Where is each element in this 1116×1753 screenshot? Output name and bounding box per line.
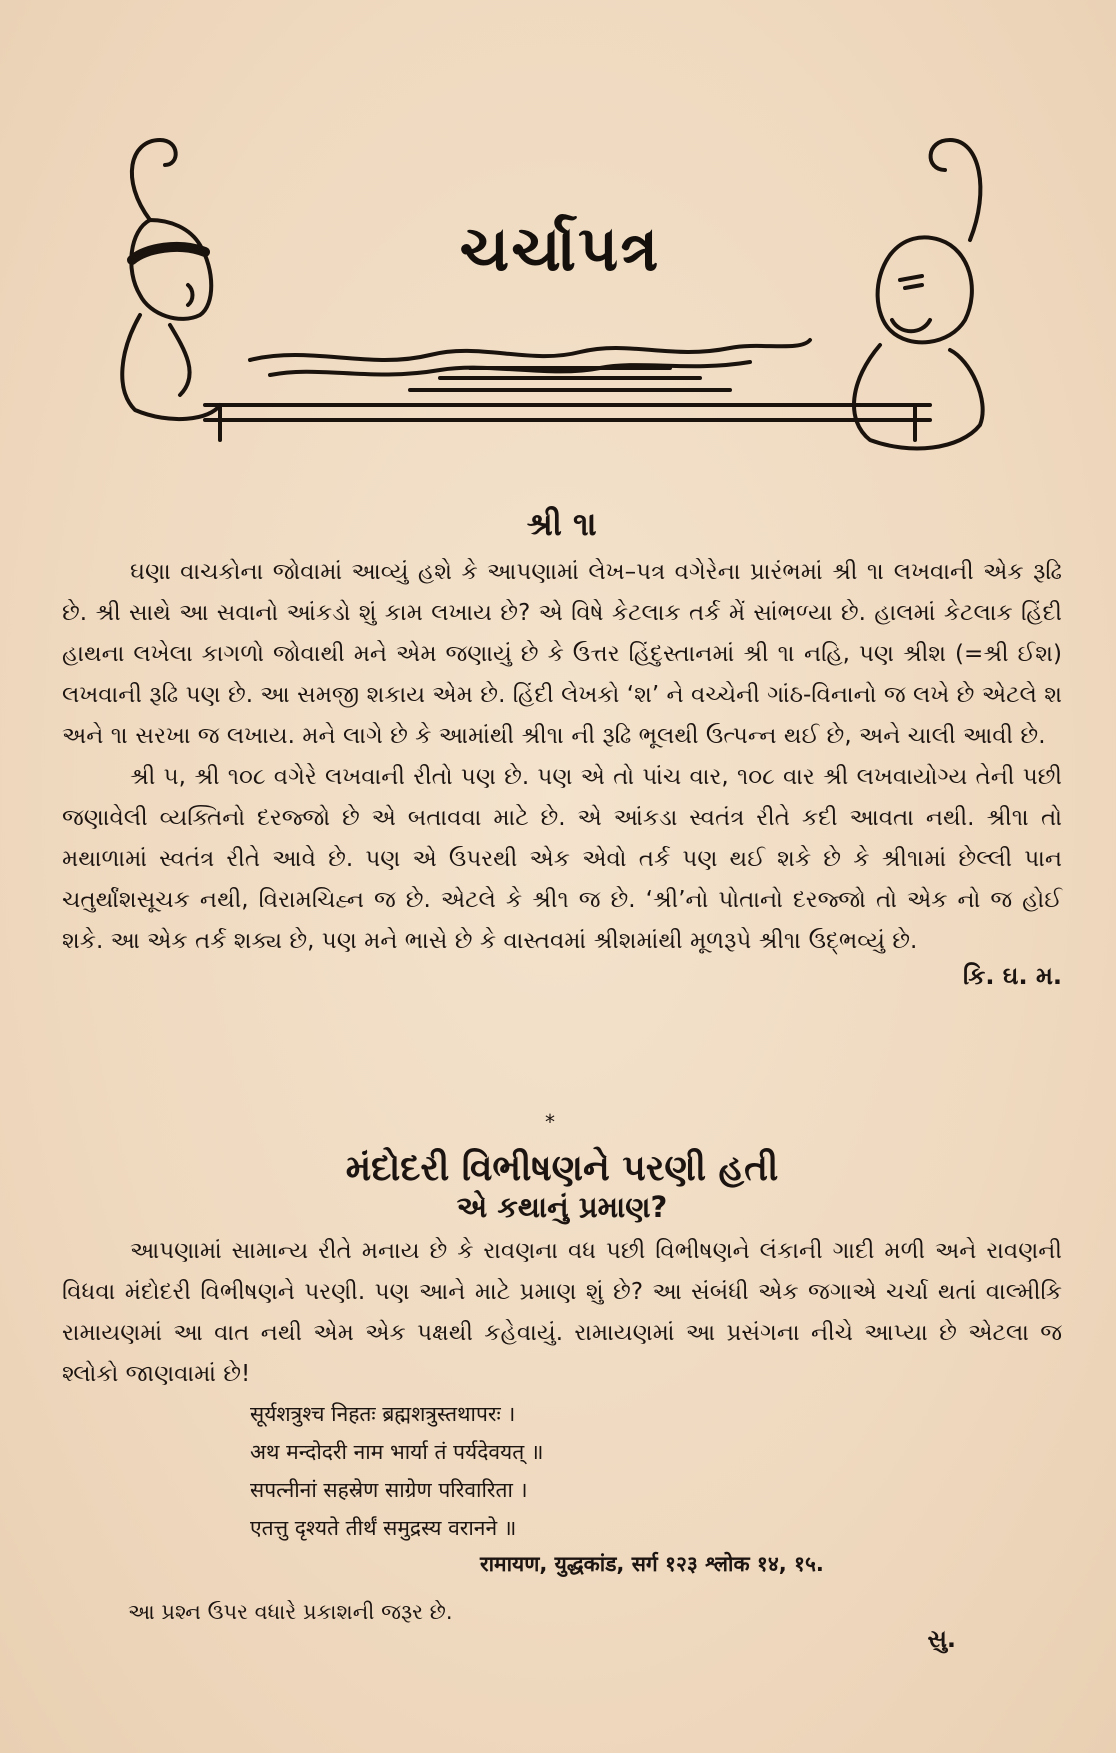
verse-block [250,1395,543,1547]
article-2-paragraph: આપણામાં સામાન્ય રીતે મનાય છે કે રાવણના વધ પછી વિભીષણને લંકાની ગાદી મળી અને રાવણની વિધવા મંદોદરી વિભીષણને પરણી. પણ આને માટે પ્રમાણ શું છે? આ સંબંધી એક જગાએ ચર્ચા થતાં વાલ્મીકિ રામાયણમાં આ વાત નથી એમ એક પક્ષથી કહેવાયું. રામાયણમાં આ પ્રસંગના નીચે આપ્યા છે એટલા જ શ્લોકો જાણવામાં છે! [62,1238,1062,1387]
article-1-paragraph-1: ઘણા વાચકોના જોવામાં આવ્યું હશે કે આપણામાં લેખ–પત્ર વગેરેના પ્રારંભમાં શ્રી ૧। લખવાની એક રૂઢિ છે. શ્રી સાથે આ સવાનો આંકડો શું કામ લખાય છે? એ વિષે કેટલાક તર્ક મેં સાંભળ્યા છે. હાલમાં કેટલાક હિંદી હાથના લખેલા કાગળો જોવાથી મને એમ જણાયું છે કે ઉત્તર હિંદુસ્તાનમાં શ્રી ૧। નહિ, પણ શ્રીશ (=શ્રી ઈશ) લખવાની રૂઢિ પણ છે. આ સમજી શકાય એમ છે. હિંદી લેખકો ‘શ’ ને વચ્ચેની ગાંઠ-વિનાનો જ લખે છે એટલે શ અને ૧। સરખા જ લખાય. મને લાગે છે કે આમાંથી શ્રી૧। ની રૂઢિ ભૂલથી ઉત્પન્ન થઈ છે, અને ચાલી આવી છે. [62,559,1062,749]
article-1-paragraph-2: શ્રી ૫, શ્રી ૧૦૮ વગેરે લખવાની રીતો પણ છે. પણ એ તો પાંચ વાર, ૧૦૮ વાર શ્રી લખવાયોગ્ય તેની પછી જણાવેલી વ્યક્તિનો દરજ્જો છે એ બતાવવા માટે છે. એ આંકડા સ્વતંત્ર રીતે કદી આવતા નથી. શ્રી૧। તો મથાળામાં સ્વતંત્ર રીતે આવે છે. પણ એ ઉપરથી એક એવો તર્ક પણ થઈ શકે છે કે શ્રી૧।માં છેલ્લી પાન ચતુર્થાંશસૂચક નથી, વિરામચિહ્ન જ છે. એટલે કે શ્રી૧ જ છે. ‘શ્રી’નો પોતાનો દરજ્જો તો એક નો જ હોઈ શકે. આ એક તર્ક શક્ય છે, પણ મને ભાસે છે કે વાસ્તવમાં શ્રીશમાંથી મૂળરૂપે શ્રી૧। ઉદ્ભવ્યું છે. [62,764,1062,954]
verse-citation: रामायण, युद्धकांड, सर्ग १२३ श्लोक १४, १५. [480,1552,824,1576]
two-figures-illustration [110,120,1010,500]
article-1-signature: કિ. ઘ. મ. [962,962,1062,990]
header-title: ચર્ચાપત્ર [459,212,661,285]
article-2-subtitle: એ કથાનું પ્રમાણ? [456,1190,668,1224]
separator-star: * [545,1110,555,1134]
article-2-note: આ પ્રશ્ન ઉપર વધારે પ્રકાશની જરૂર છે. [128,1600,453,1624]
verse-line-2: अथ मन्दोदरी नाम भार्या तं पर्यदेवयत् ॥ [250,1440,544,1464]
article-2-signature: સુ. [927,1625,956,1653]
article-2 [62,1148,1062,1395]
article-2-title: મંદોદરી વિભીષણને પરણી હતી [345,1148,779,1189]
article-1-heading: શ્રી ૧। [526,505,598,543]
header-illustration [110,120,1010,500]
article-1 [62,505,1062,990]
verse-line-4: एतत्तु दृश्यते तीर्थं समुद्रस्य वरानने ॥ [250,1516,517,1540]
verse-line-3: सपत्नीनां सहस्रेण साग्रेण परिवारिता । [250,1478,528,1502]
verse-line-1: सूर्यशत्रुश्च निहतः ब्रह्मशत्रुस्तथापरः । [250,1402,516,1426]
